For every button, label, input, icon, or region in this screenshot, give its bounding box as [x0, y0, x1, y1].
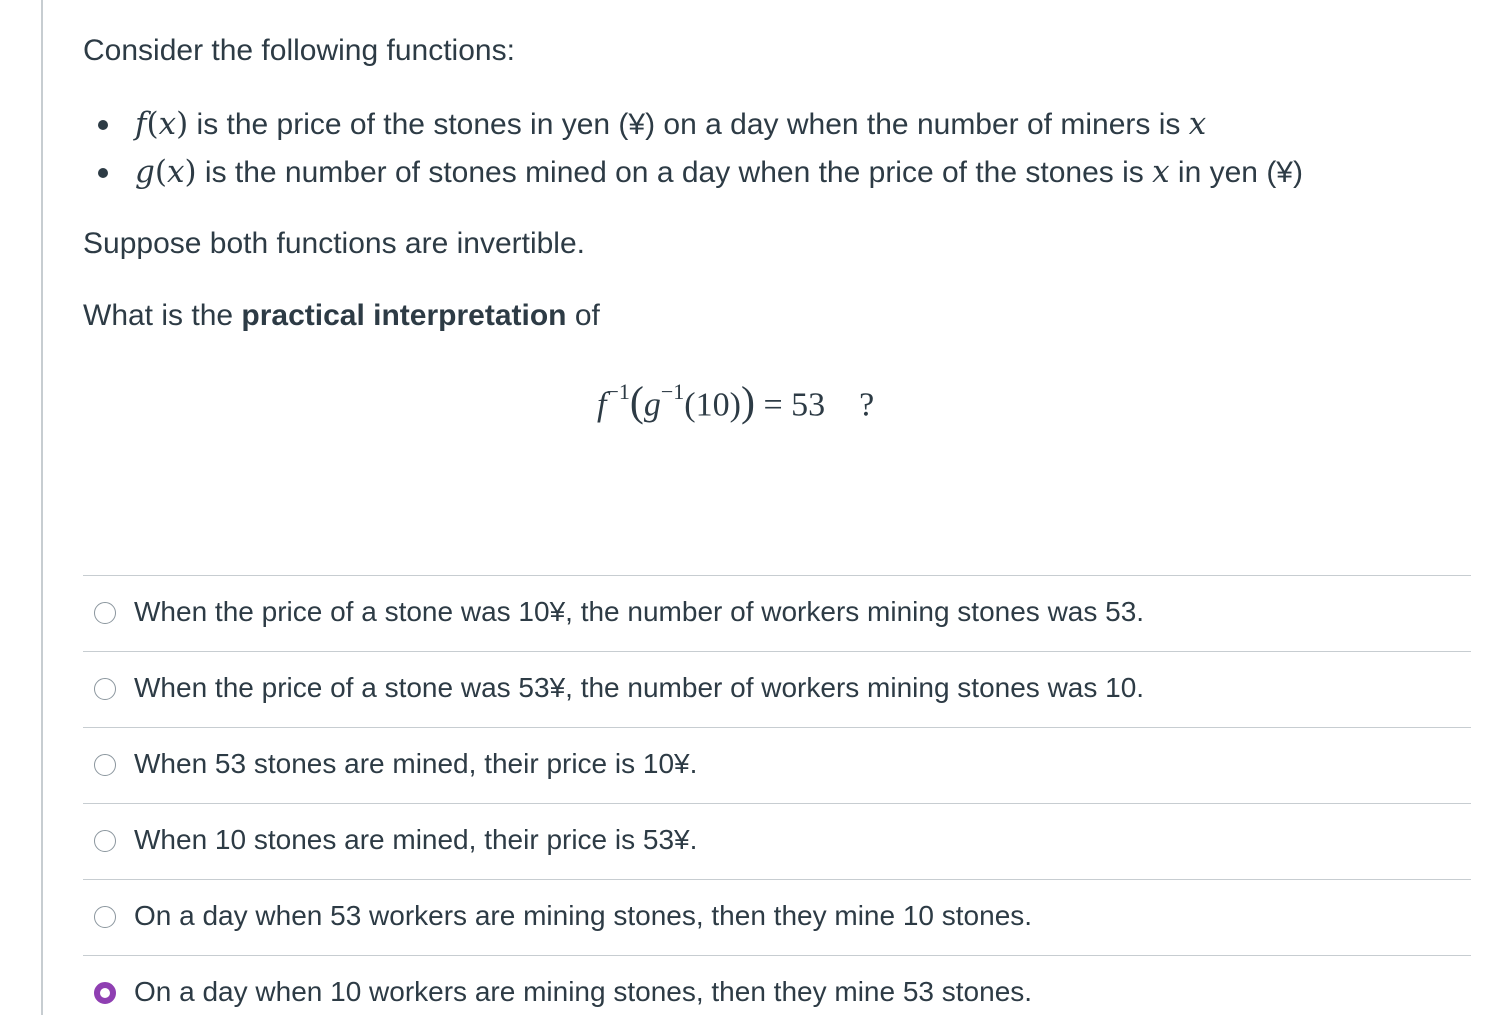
function-var: x	[166, 154, 185, 190]
eq-inner-exp: −1	[660, 379, 685, 404]
function-var: x	[158, 106, 177, 142]
radio-button[interactable]	[94, 754, 116, 776]
answer-label[interactable]: When 10 stones are mined, their price is 53¥.	[134, 824, 698, 855]
intro-text: Consider the following functions:	[83, 34, 515, 67]
display-equation	[597, 366, 874, 435]
eq-outer-exp: −1	[606, 379, 630, 404]
left-border-rule	[41, 0, 43, 1015]
eq-question-mark: ?	[859, 386, 875, 424]
bullet-icon	[98, 120, 108, 130]
function-tail-var: x	[1152, 154, 1170, 190]
function-definition-g	[83, 152, 1303, 200]
answer-label[interactable]: When 53 stones are mined, their price is 10¥.	[134, 748, 698, 779]
function-description: is the price of the stones in yen (¥) on a day when the number of miners is	[188, 108, 1189, 141]
question-bold: practical interpretation	[241, 299, 567, 332]
radio-button[interactable]	[94, 602, 116, 624]
answer-label[interactable]: When the price of a stone was 10¥, the number of workers mining stones was 53.	[134, 596, 1145, 627]
eq-outer-fn: f	[597, 386, 607, 424]
function-tail: in yen (¥)	[1169, 156, 1303, 189]
answer-label[interactable]: When the price of a stone was 53¥, the number of workers mining stones was 10.	[134, 672, 1145, 703]
function-definition-f	[83, 104, 1303, 152]
answer-label[interactable]: On a day when 10 workers are mining stones, then they mine 53 stones.	[134, 976, 1033, 1007]
function-name: g	[135, 154, 155, 190]
question-text	[83, 296, 600, 336]
function-tail-var: x	[1188, 106, 1207, 142]
radio-button[interactable]	[94, 906, 116, 928]
function-definitions-list	[83, 104, 1303, 200]
paren-open: (	[154, 154, 167, 190]
function-description: is the number of stones mined on a day when the price of the stones is	[196, 156, 1153, 189]
suppose-text: Suppose both functions are invertible.	[83, 227, 585, 260]
answer-label[interactable]: On a day when 53 workers are mining stones, then they mine 10 stones.	[134, 900, 1033, 931]
answer-option[interactable]	[83, 727, 1471, 803]
answer-option[interactable]	[83, 575, 1471, 651]
answer-option-selected[interactable]	[83, 955, 1471, 1015]
function-name: f	[135, 106, 147, 142]
answer-option[interactable]	[83, 879, 1471, 955]
answer-option[interactable]	[83, 803, 1471, 879]
eq-rhs: = 53	[763, 386, 826, 424]
radio-button[interactable]	[94, 830, 116, 852]
eq-big-paren-close: )	[740, 379, 755, 426]
radio-button-selected[interactable]	[94, 982, 116, 1004]
eq-big-paren-open: (	[629, 379, 644, 426]
bullet-icon	[98, 168, 108, 178]
radio-button[interactable]	[94, 678, 116, 700]
eq-inner-fn: g	[643, 386, 661, 424]
answer-options	[83, 575, 1471, 1015]
question-before: What is the	[83, 299, 242, 332]
paren-open: (	[146, 106, 159, 142]
paren-close: )	[176, 106, 189, 142]
question-after: of	[566, 299, 600, 332]
eq-arg: (10)	[684, 386, 741, 424]
answer-option[interactable]	[83, 651, 1471, 727]
paren-close: )	[184, 154, 197, 190]
